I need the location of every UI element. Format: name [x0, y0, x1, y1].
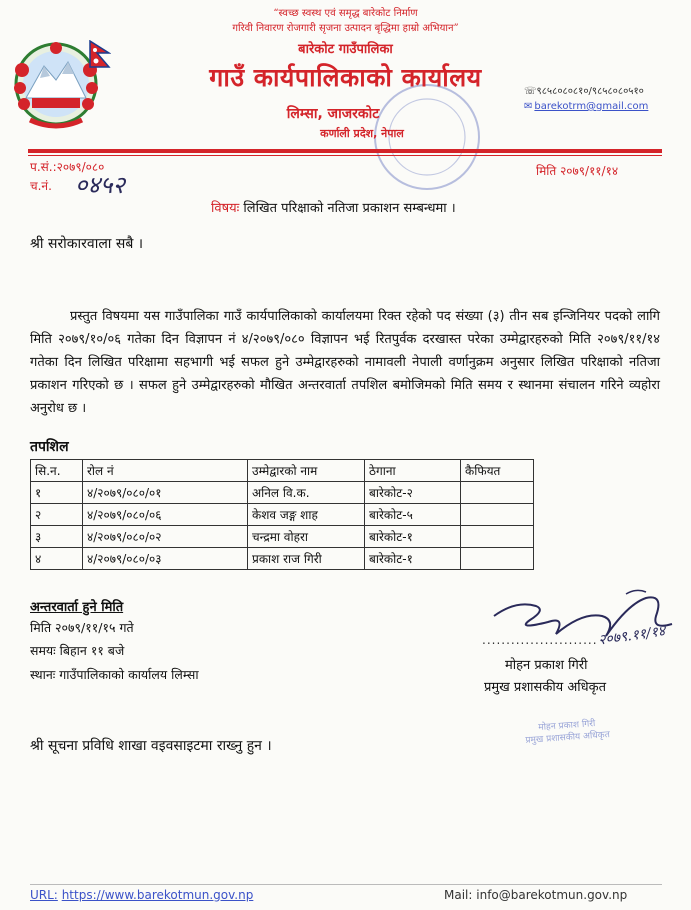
- table-cell: बारेकोट-१: [365, 548, 461, 570]
- table-header-cell: उम्मेद्वारको नाम: [248, 460, 365, 482]
- footer-mail: [444, 888, 627, 902]
- cn-value: ०४५२: [75, 171, 125, 199]
- phone-icon: ☏: [524, 86, 537, 97]
- email-contact[interactable]: [524, 101, 648, 112]
- interview-time: समयः बिहान ११ बजे: [30, 643, 125, 658]
- candidates-table: [30, 459, 534, 570]
- phone-contact: [524, 83, 644, 97]
- body-paragraph: [30, 305, 660, 420]
- table-row: [31, 548, 534, 570]
- signatory-stamp: [524, 717, 610, 747]
- table-cell: २: [31, 504, 83, 526]
- date-label: मिति: [536, 164, 557, 178]
- table-row: [31, 482, 534, 504]
- table-cell: बारेकोट-५: [365, 504, 461, 526]
- footer-url-link[interactable]: https://www.barekotmun.gov.np: [61, 888, 254, 902]
- table-cell: ४/२०७९/०८०/०६: [83, 504, 248, 526]
- subject-text: लिखित परिक्षाको नतिजा प्रकाशन सम्बन्धमा ।: [243, 201, 456, 216]
- header-divider: [28, 149, 662, 153]
- signature-line: ........................: [482, 633, 598, 647]
- stamp-name: मोहन प्रकाश गिरी: [537, 719, 596, 733]
- table-cell: अनिल वि.क.: [248, 482, 365, 504]
- table-cell: ४/२०७९/०८०/०३: [83, 548, 248, 570]
- signatory-name: मोहन प्रकाश गिरी: [505, 658, 588, 673]
- table-cell: [461, 504, 534, 526]
- phone-number: ९८५८०८०८१०/९८५८०८०५१०: [536, 86, 644, 97]
- table-cell: १: [31, 482, 83, 504]
- it-section-instruction: श्री सूचना प्रविधि शाखा वइवसाइटमा राख्नु हुन ।: [30, 738, 272, 754]
- table-cell: चन्द्रमा वोहरा: [248, 526, 365, 548]
- table-cell: बारेकोट-१: [365, 526, 461, 548]
- mail-icon: ✉: [524, 101, 533, 112]
- table-cell: ३: [31, 526, 83, 548]
- ps-value: :२०७९/०८०: [52, 160, 105, 174]
- date-value: २०७९/११/१४: [560, 164, 619, 178]
- cn-label: च.नं.: [30, 179, 52, 193]
- table-cell: केशव जङ्ग शाह: [248, 504, 365, 526]
- table-heading: तपशिल: [30, 439, 69, 455]
- addressee: श्री सरोकारवाला सबै ।: [30, 236, 144, 252]
- table-header-row: [31, 460, 534, 482]
- province-name: कर्णाली प्रदेश, नेपाल: [320, 127, 404, 140]
- interview-place: स्थानः गाउँपालिकाको कार्यालय लिम्सा: [30, 667, 199, 682]
- table-cell: [461, 482, 534, 504]
- footer-mail-address[interactable]: info@barekotmun.gov.np: [476, 888, 628, 902]
- table-header-cell: ठेगाना: [365, 460, 461, 482]
- signatory-title: प्रमुख प्रशासकीय अधिकृत: [484, 680, 607, 695]
- header-divider-thin: [28, 155, 662, 156]
- table-header-cell: कैफियत: [461, 460, 534, 482]
- email-address[interactable]: barekotrm@gmail.com: [534, 101, 649, 112]
- slogan-line-2: गरिवी निवारण रोजगारी सृजना उत्पादन बृद्धिमा हाम्रो अभियान”: [232, 23, 459, 34]
- subject-line: [211, 198, 456, 216]
- table-row: [31, 504, 534, 526]
- table-header-cell: रोल नं: [83, 460, 248, 482]
- stamp-title: प्रमुख प्रशासकीय अधिकृत: [525, 730, 611, 746]
- subject-label: विषयः: [211, 201, 240, 216]
- table-cell: बारेकोट-२: [365, 482, 461, 504]
- letter-date: [536, 162, 618, 179]
- slogan-line-1: “स्वच्छ स्वस्थ एवं समृद्ध बारेकोट निर्माण: [273, 8, 418, 19]
- table-header-cell: सि.न.: [31, 460, 83, 482]
- signature-date: २०७९.११/१४: [597, 623, 667, 649]
- footer-mail-label: Mail:: [444, 888, 473, 902]
- footer-url[interactable]: [30, 888, 253, 902]
- table-row: [31, 526, 534, 548]
- body-paragraph-text: प्रस्तुत विषयमा यस गाउँपालिका गाउँ कार्यपालिकाको कार्यालयमा रिक्त रहेको पद संख्या (३) तीन सब इन्जिनियर पदको लागि मिति २०७९/१०/०६ गतेका दिन विज्ञापन नं ४/२०७९/०८० विज्ञापन भई रितपुर्वक दरखास्त परेका उम्मेद्वारहरुको मिति २०७९/११/१४ गतेका दिन लिखित परिक्षामा सहभागी भई सफल हुने उम्मेद्वारहरुको नामावली नेपाली वर्णानुक्रम अनुसार लिखित परिक्षाको नतिजा प्रकाशन गरिएको छ । सफल हुने उम्मेद्वारहरुको मौखित अन्तरवार्ता तपशिल बमोजिमको मिति समय र स्थानमा संचालन गरिने व्यहोरा अनुरोध छ ।: [30, 309, 660, 416]
- interview-heading: अन्तरवार्ता हुने मिति: [30, 600, 124, 615]
- municipality-name: बारेकोट गाउँपालिका: [298, 42, 393, 57]
- office-title: गाउँ कार्यपालिकाको कार्यालय: [209, 63, 482, 92]
- table-cell: प्रकाश राज गिरी: [248, 548, 365, 570]
- footer-url-label: URL:: [30, 888, 58, 902]
- table-cell: ४: [31, 548, 83, 570]
- office-location: लिम्सा, जाजरकोट: [286, 106, 380, 122]
- table-cell: [461, 526, 534, 548]
- interview-date: मिति २०७९/११/१५ गते: [30, 620, 134, 635]
- table-cell: ४/२०७९/०८०/०२: [83, 526, 248, 548]
- footer-divider: [30, 884, 662, 885]
- table-cell: [461, 548, 534, 570]
- ps-label: प.सं.: [30, 160, 53, 174]
- table-cell: ४/२०७९/०८०/०१: [83, 482, 248, 504]
